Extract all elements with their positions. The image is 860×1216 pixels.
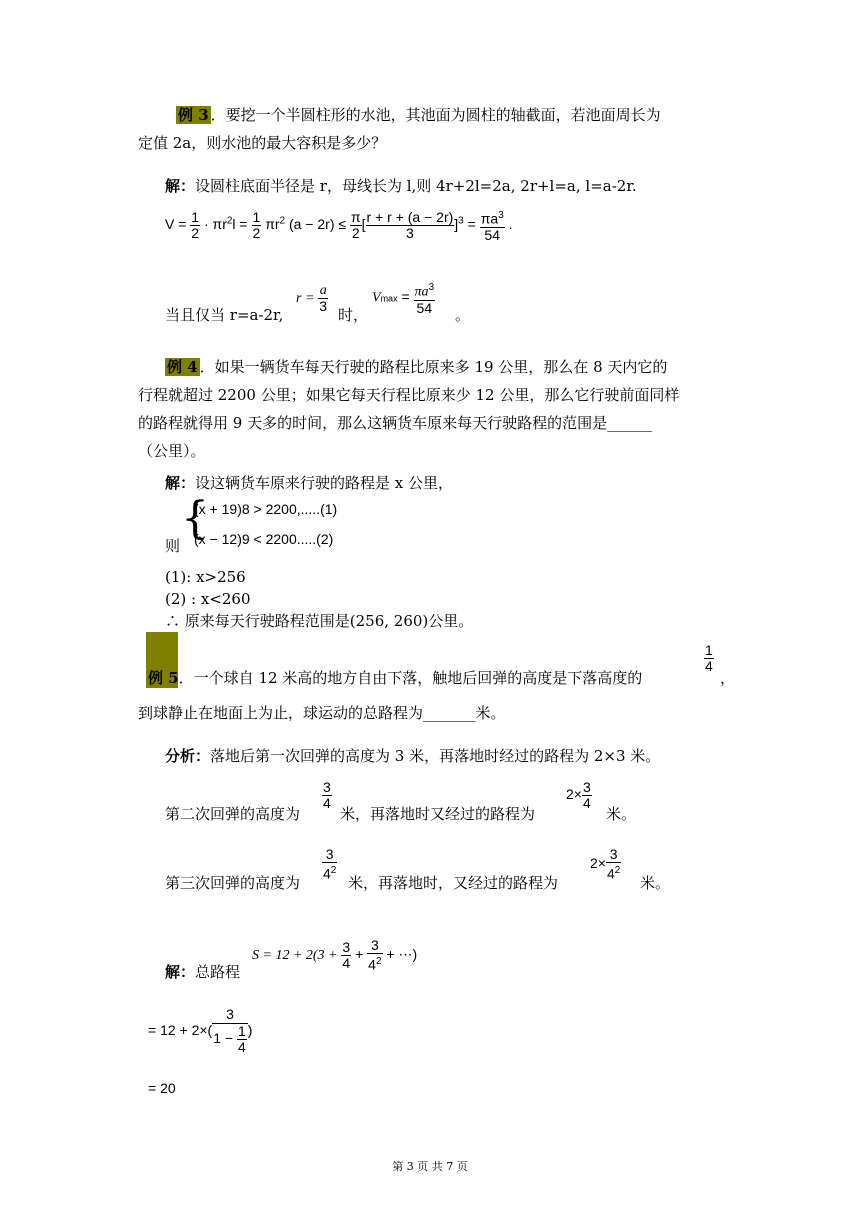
ex5-analysis-2-term: 2× $\frac{3}{4}$ bbox=[566, 779, 591, 811]
ex3-condition-text: 当且仅当 r=a-2r, bbox=[165, 306, 284, 324]
ex4-line4: （公里）。 bbox=[138, 442, 206, 460]
ex4-result-2: (2) : x<260 bbox=[165, 590, 251, 608]
ex3-solution: 解：设圆柱底面半径是 r，母线长为 l,则 4r+2l=2a, 2r+l=a, l=a-2r. bbox=[165, 177, 637, 195]
ex5-analysis-2a: 第二次回弹的高度为 bbox=[165, 805, 301, 823]
ex4-solution: 解：设这辆货车原来行驶的路程是 x 公里， bbox=[165, 474, 454, 492]
ex5-analysis-3-frac: $\frac{3}{4^2}$ bbox=[323, 846, 337, 882]
ex3-condition-r: r = $\frac{a}{3}$ bbox=[296, 283, 328, 314]
ex4-conclusion: ∴ 原来每天行驶路程范围是(256, 260)公里。 bbox=[165, 612, 474, 630]
ex5-comma: ， bbox=[720, 669, 736, 687]
ex4-ze: 则 bbox=[165, 537, 181, 555]
ex5-analysis-1: 分析：落地后第一次回弹的高度为 3 米，再落地时经过的路程为 2×3 米。 bbox=[165, 747, 661, 765]
ex4-line2: 行程就超过 2200 公里；如果它每天行程比原来少 12 公里，那么它行驶前面同样 bbox=[138, 386, 680, 404]
ex4-system-brace: { bbox=[181, 493, 209, 544]
ex5-line1: 例 5．一个球自 12 米高的地方自由下落，触地后回弹的高度是下落高度的 bbox=[148, 669, 643, 687]
ex5-fraction: $\frac{1}{4}$ bbox=[705, 642, 713, 674]
ex5-analysis-2c: 米。 bbox=[606, 805, 637, 823]
ex4-line3: 的路程就得用 9 天多的时间，那么这辆货车原来每天行驶路程的范围是______ bbox=[138, 414, 653, 432]
ex5-sum-equation: S = 12 + 2(3 + $\frac{3}{4}$ + $\frac{3}{4^2}$ + ⋯) bbox=[252, 937, 418, 973]
ex3-line2: 定值 2a，则水池的最大容积是多少？ bbox=[138, 134, 387, 152]
ex5-sum-step-2: = 12 + 2×( 3 1 − $\frac{1}{4}$ ) bbox=[148, 1006, 253, 1055]
ex3-condition-shi: 时， bbox=[338, 306, 369, 324]
ex3-label: 例 3 bbox=[178, 106, 209, 124]
ex4-result-1: (1): x>256 bbox=[165, 568, 246, 586]
ex5-analysis-3b: 米，再落地时，又经过的路程为 bbox=[348, 874, 559, 892]
ex5-analysis-2-frac: $\frac{3}{4}$ bbox=[323, 779, 331, 811]
ex5-solution: 解：总路程 bbox=[165, 963, 241, 981]
page-footer: 第 3 页 共 7 页 bbox=[392, 1160, 468, 1173]
ex3-vmax: Vmax = $\frac{\pi a^3}{54}$ bbox=[372, 282, 435, 316]
ex4-inequality-1: (x + 19)8 > 2200,.....(1) bbox=[194, 501, 338, 517]
ex5-analysis-2b: 米，再落地时又经过的路程为 bbox=[340, 805, 536, 823]
ex4-line1: 例 4 ．如果一辆货车每天行驶的路程比原来多 19 公里，那么在 8 天内它的 bbox=[167, 358, 668, 376]
ex5-sum-result: = 20 bbox=[148, 1080, 176, 1096]
ex5-line2: 到球静止在地面上为止，球运动的总路程为_______米。 bbox=[138, 704, 506, 722]
ex3-line1: 例 3 ．要挖一个半圆柱形的水池，其池面为圆柱的轴截面，若池面周长为 bbox=[178, 106, 661, 124]
ex5-analysis-3a: 第三次回弹的高度为 bbox=[165, 874, 301, 892]
ex5-label: 例 5 bbox=[148, 669, 179, 687]
ex5-analysis-3-term: 2× $\frac{3}{4^2}$ bbox=[590, 846, 621, 882]
ex3-condition-end: 。 bbox=[455, 306, 471, 324]
ex4-label: 例 4 bbox=[167, 358, 198, 376]
ex4-inequality-2: (x − 12)9 < 2200.....(2) bbox=[194, 531, 334, 547]
ex5-analysis-3c: 米。 bbox=[640, 874, 671, 892]
ex3-volume-equation: V = $\frac{1}{2}$ · $\pi r^2l$ = $\frac{1}{2}$ $\pi r^2$ (a − 2r) ≤ $\frac{\pi}{2}$ [ $\frac{r + r + (a - 2r)}{3}$ ]$^3$ = $\frac{\pi a^3}{54}$ . bbox=[165, 208, 513, 243]
